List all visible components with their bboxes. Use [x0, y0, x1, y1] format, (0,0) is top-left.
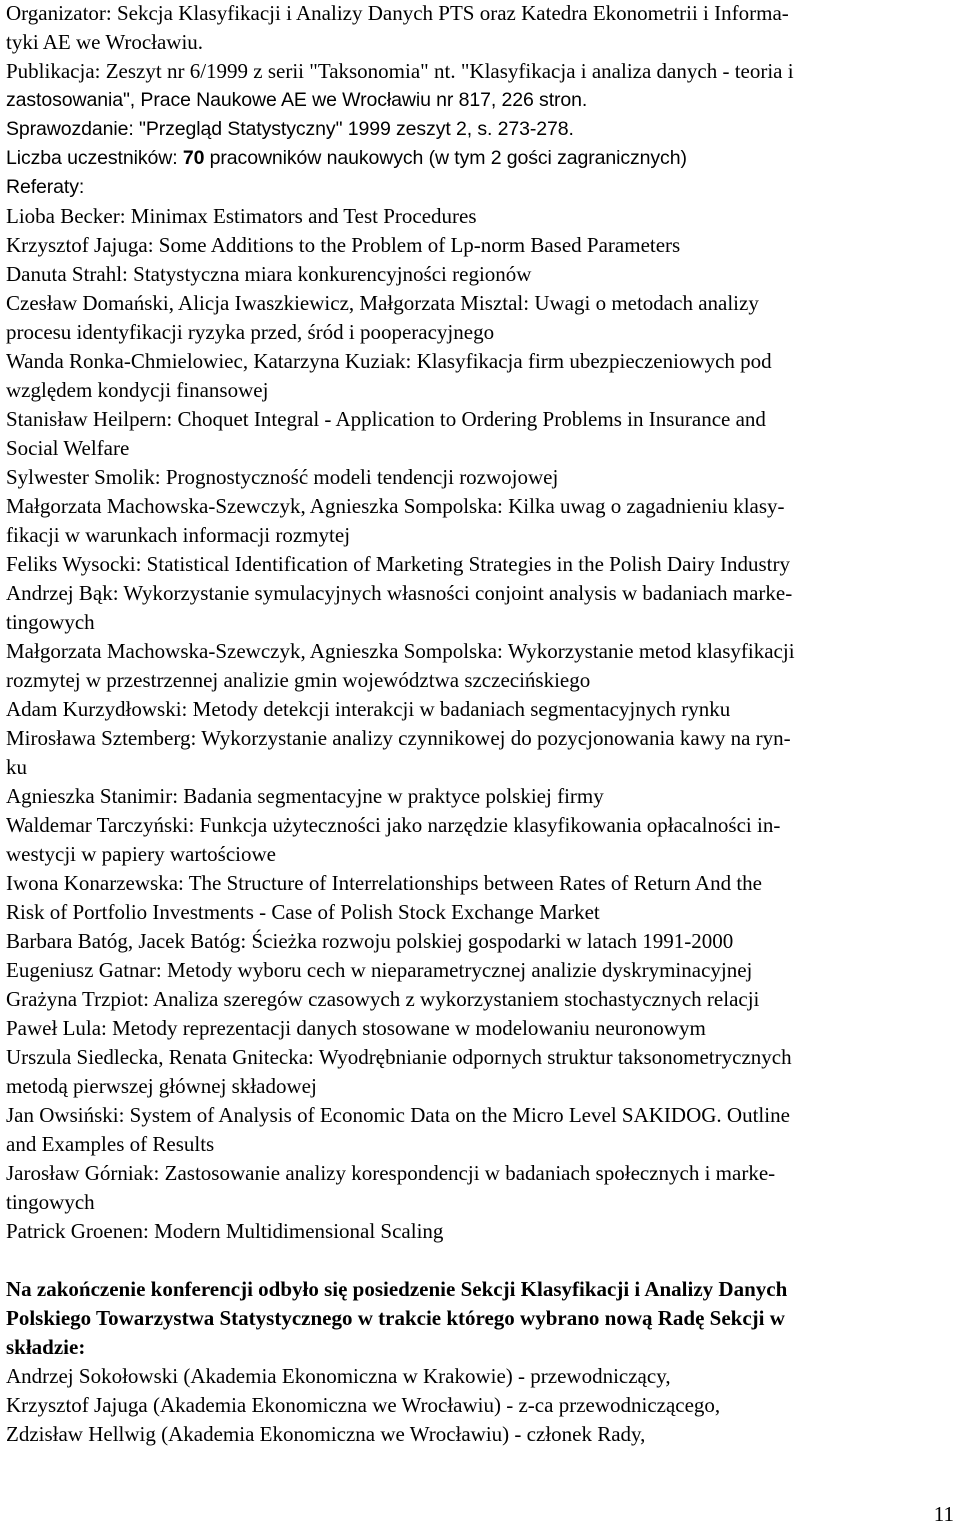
paper-line: Wanda Ronka-Chmielowiec, Katarzyna Kuziak: Klasyfikacja firm ubezpieczeniowych pod — [6, 349, 772, 373]
paper-line: Danuta Strahl: Statystyczna miara konkurencyjności regionów — [6, 262, 532, 286]
papers-list — [6, 202, 956, 1246]
paper-line: Małgorzata Machowska-Szewczyk, Agnieszka Sompolska: Kilka uwag o zagadnieniu klasy- — [6, 494, 785, 518]
paper-line: tingowych — [6, 610, 95, 634]
paper-line: Patrick Groenen: Modern Multidimensional Scaling — [6, 1219, 444, 1243]
paper-line: Czesław Domański, Alicja Iwaszkiewicz, Małgorzata Misztal: Uwagi o metodach analizy — [6, 291, 759, 315]
paper-line: Waldemar Tarczyński: Funkcja użyteczności jako narzędzie klasyfikowania opłacalności in- — [6, 813, 781, 837]
paper-line: Barbara Batóg, Jacek Batóg: Ścieżka rozwoju polskiej gospodarki w latach 1991-2000 — [6, 929, 734, 953]
paper-line: Iwona Konarzewska: The Structure of Interrelationships between Rates of Return And the — [6, 871, 762, 895]
paper-line: Małgorzata Machowska-Szewczyk, Agnieszka Sompolska: Wykorzystanie metod klasyfikacji — [6, 639, 795, 663]
council-member: Krzysztof Jajuga (Akademia Ekonomiczna we Wrocławiu) - z-ca przewodniczącego, — [6, 1393, 721, 1417]
closing-paragraph — [6, 1275, 956, 1362]
paper-line: and Examples of Results — [6, 1132, 215, 1156]
paper-line: względem kondycji finansowej — [6, 378, 269, 402]
closing-line: Na zakończenie konferencji odbyło się posiedzenie Sekcji Klasyfikacji i Analizy Danych — [6, 1277, 788, 1301]
paper-line: Jarosław Górniak: Zastosowanie analizy korespondencji w badaniach społecznych i marke- — [6, 1161, 776, 1185]
paper-line: westycji w papiery wartościowe — [6, 842, 276, 866]
paper-line: rozmytej w przestrzennej analizie gmin województwa szczecińskiego — [6, 668, 591, 692]
paper-line: metodą pierwszej głównej składowej — [6, 1074, 317, 1098]
publication-line-1: Publikacja: Zeszyt nr 6/1999 z serii "Taksonomia" nt. "Klasyfikacja i analiza danych - teoria i — [6, 59, 794, 83]
participants-suffix: pracowników naukowych (w tym 2 gości zagranicznych) — [204, 147, 687, 169]
paper-line: Feliks Wysocki: Statistical Identification of Marketing Strategies in the Polish Dairy Industry — [6, 552, 790, 576]
report-line: Sprawozdanie: "Przegląd Statystyczny" 1999 zeszyt 2, s. 273-278. — [6, 118, 574, 140]
paper-line: Andrzej Bąk: Wykorzystanie symulacyjnych własności conjoint analysis w badaniach marke- — [6, 581, 793, 605]
organizer-line-1: Organizator: Sekcja Klasyfikacji i Analizy Danych PTS oraz Katedra Ekonometrii i Informa- — [6, 1, 789, 25]
paper-line: Jan Owsiński: System of Analysis of Economic Data on the Micro Level SAKIDOG. Outline — [6, 1103, 790, 1127]
paper-line: Urszula Siedlecka, Renata Gnitecka: Wyodrębnianie odpornych struktur taksonometrycznych — [6, 1045, 792, 1069]
paper-line: Paweł Lula: Metody reprezentacji danych stosowane w modelowaniu neuronowym — [6, 1016, 706, 1040]
paper-line: Stanisław Heilpern: Choquet Integral - Application to Ordering Problems in Insurance and — [6, 407, 766, 431]
paper-line: Risk of Portfolio Investments - Case of Polish Stock Exchange Market — [6, 900, 600, 924]
council-list — [6, 1362, 956, 1449]
page-number: 11 — [933, 1502, 954, 1526]
paper-line: Adam Kurzydłowski: Metody detekcji interakcji w badaniach segmentacyjnych rynku — [6, 697, 731, 721]
paper-line: procesu identyfikacji ryzyka przed, śród i pooperacyjnego — [6, 320, 495, 344]
participants-count: 70 — [182, 147, 205, 169]
paper-line: Sylwester Smolik: Prognostyczność modeli tendencji rozwojowej — [6, 465, 559, 489]
papers-heading: Referaty: — [6, 176, 85, 198]
closing-line: składzie: — [6, 1335, 86, 1359]
paragraph-gap — [6, 1246, 956, 1275]
paper-line: Krzysztof Jajuga: Some Additions to the Problem of Lp-norm Based Parameters — [6, 233, 681, 257]
organizer-line-2: tyki AE we Wrocławiu. — [6, 30, 204, 54]
paper-line: Grażyna Trzpiot: Analiza szeregów czasowych z wykorzystaniem stochastycznych relacji — [6, 987, 760, 1011]
paper-line: ku — [6, 755, 27, 779]
page-content — [6, 0, 956, 1449]
paper-line: Mirosława Sztemberg: Wykorzystanie analizy czynnikowej do pozycjonowania kawy na ryn- — [6, 726, 791, 750]
closing-line: Polskiego Towarzystwa Statystycznego w trakcie którego wybrano nową Radę Sekcji w — [6, 1306, 785, 1330]
publication-line-2: zastosowania", Prace Naukowe AE we Wrocławiu nr 817, 226 stron. — [6, 89, 588, 111]
paper-line: Lioba Becker: Minimax Estimators and Test Procedures — [6, 204, 477, 228]
participants-line — [6, 144, 956, 173]
council-member: Andrzej Sokołowski (Akademia Ekonomiczna w Krakowie) - przewodniczący, — [6, 1364, 671, 1388]
paper-line: fikacji w warunkach informacji rozmytej — [6, 523, 351, 547]
paper-line: Agnieszka Stanimir: Badania segmentacyjne w praktyce polskiej firmy — [6, 784, 604, 808]
participants-prefix: Liczba uczestników: — [6, 147, 183, 169]
paper-line: Eugeniusz Gatnar: Metody wyboru cech w nieparametrycznej analizie dyskryminacyjnej — [6, 958, 753, 982]
paper-line: Social Welfare — [6, 436, 130, 460]
paper-line: tingowych — [6, 1190, 95, 1214]
council-member: Zdzisław Hellwig (Akademia Ekonomiczna we Wrocławiu) - członek Rady, — [6, 1422, 646, 1446]
